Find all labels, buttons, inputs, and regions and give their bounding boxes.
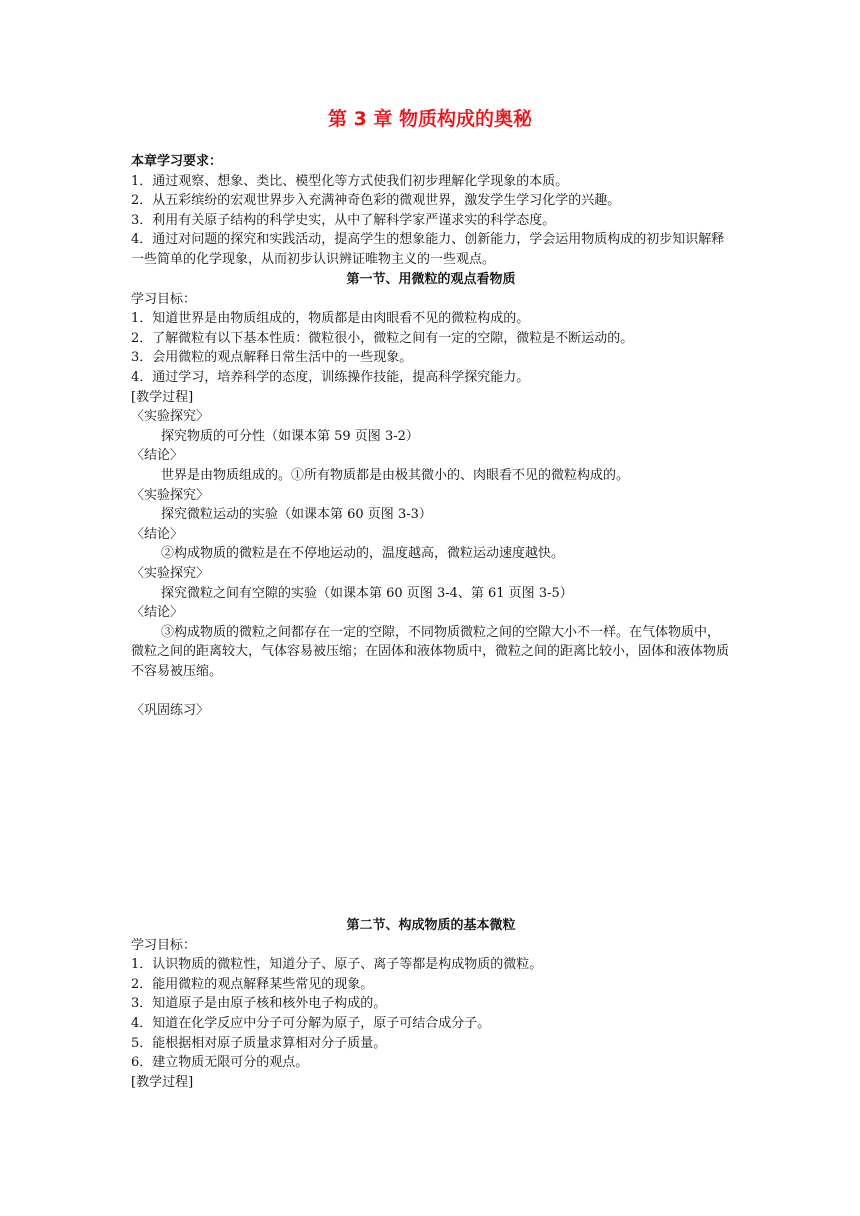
chapter-requirements [131,152,731,270]
conclusion-text: ②构成物质的微粒是在不停地运动的，温度越高，微粒运动速度越快。 [161,546,565,562]
practice-label: 〈巩固练习〉 [131,703,210,719]
experiment-label: 〈实验探究〉 [131,565,210,581]
goals-label: 学习目标： [131,937,197,953]
conclusion-text: ③构成物质的微粒之间都存在一定的空隙，不同物质微粒之间的空隙大小不一样。在气体物质中，微粒之间的距离较大，气体容易被压缩；在固体和液体物质中，微粒之间的距离比较小，固体和液体物质不容易被压缩。 [131,624,730,679]
requirement-item: 3．利用有关原子结构的科学史实，从中了解科学家严谨求实的科学态度。 [131,212,556,228]
goal-item: 5．能根据相对原子质量求算相对分子质量。 [131,1035,387,1051]
experiment-text: 探究物质的可分性（如课本第 59 页图 3-2） [161,428,419,444]
section-1 [131,270,731,721]
section-2 [131,916,731,1092]
experiment-text: 探究微粒运动的实验（如课本第 60 页图 3-3） [161,507,432,523]
teaching-process-label: [教学过程] [131,389,194,405]
teaching-process-label: [教学过程] [131,1074,194,1090]
experiment-text: 探究微粒之间有空隙的实验（如课本第 60 页图 3-4、第 61 页图 3-5） [161,585,573,601]
chapter-title: 第 3 章 物质构成的奥秘 [327,108,533,130]
requirement-item: 1．通过观察、想象、类比、模型化等方式使我们初步理解化学现象的本质。 [131,173,569,189]
conclusion-label: 〈结论〉 [131,448,184,464]
goal-item: 4．知道在化学反应中分子可分解为原子，原子可结合成分子。 [131,1015,491,1031]
goal-item: 3．会用微粒的观点解释日常生活中的一些现象。 [131,350,413,366]
section-1-heading: 第一节、用微粒的观点看物质 [346,272,516,287]
goal-item: 2．能用微粒的观点解释某些常见的现象。 [131,976,374,992]
goal-item: 1．认识物质的微粒性，知道分子、原子、离子等都是构成物质的微粒。 [131,957,543,973]
requirement-item: 2．从五彩缤纷的宏观世界步入充满神奇色彩的微观世界，激发学生学习化学的兴趣。 [131,193,621,209]
conclusion-text: 世界是由物质组成的。①所有物质都是由极其微小的、肉眼看不见的微粒构成的。 [161,467,630,483]
conclusion-label: 〈结论〉 [131,605,184,621]
requirements-heading: 本章学习要求： [131,154,223,169]
goal-item: 1．知道世界是由物质组成的，物质都是由肉眼看不见的微粒构成的。 [131,311,530,327]
conclusion-label: 〈结论〉 [131,526,184,542]
requirement-item: 4．通过对问题的探究和实践活动，提高学生的想象能力、创新能力，学会运用物质构成的初步知识解释一些简单的化学现象，从而初步认识辨证唯物主义的一些观点。 [131,232,725,267]
goals-label: 学习目标： [131,291,197,307]
experiment-label: 〈实验探究〉 [131,487,210,503]
goal-item: 4．通过学习，培养科学的态度，训练操作技能，提高科学探究能力。 [131,369,530,385]
goal-item: 3．知道原子是由原子核和核外电子构成的。 [131,996,387,1012]
experiment-label: 〈实验探究〉 [131,409,210,425]
section-2-heading: 第二节、构成物质的基本微粒 [346,918,516,933]
goal-item: 6．建立物质无限可分的观点。 [131,1055,309,1071]
goal-item: 2．了解微粒有以下基本性质：微粒很小，微粒之间有一定的空隙，微粒是不断运动的。 [131,330,634,346]
